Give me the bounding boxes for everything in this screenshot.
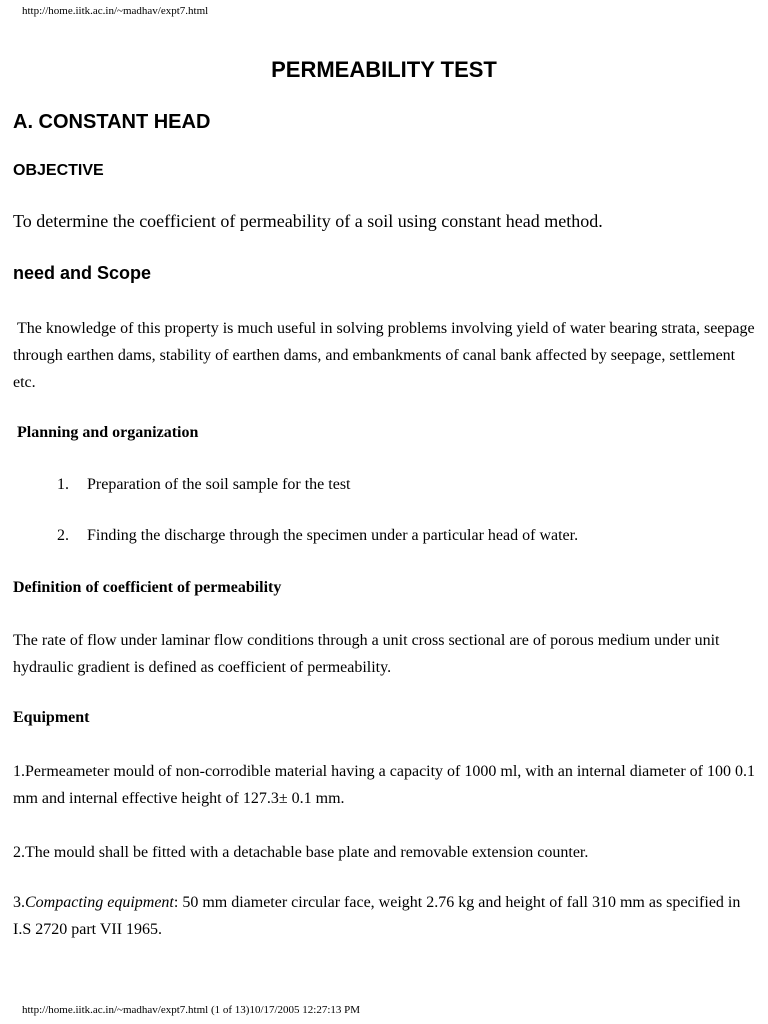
objective-heading: OBJECTIVE <box>13 162 104 179</box>
page-title: PERMEABILITY TEST <box>271 57 497 82</box>
need-scope-heading: need and Scope <box>13 263 152 283</box>
definition-text: The rate of flow under laminar flow conditions through a unit cross sectional are of porous medium under unit hydraulic gradient is defined as coefficient of permeability. <box>13 632 720 676</box>
section-heading: A. CONSTANT HEAD <box>13 111 211 133</box>
list-number: 2. <box>57 527 69 544</box>
equipment-item-1: 1.Permeameter mould of non-corrodible material having a capacity of 1000 ml, with an internal diameter of 100 0.1 mm and internal effective height of 127.3± 0.1 mm. <box>13 763 755 807</box>
equipment-item-3 <box>13 889 755 943</box>
equipment-item-3-term: Compacting equipment <box>25 894 174 911</box>
planning-list-item <box>57 527 578 545</box>
objective-text: To determine the coefficient of permeability of a soil using constant head method. <box>13 211 603 231</box>
list-text: Preparation of the soil sample for the test <box>87 476 351 493</box>
planning-list-item <box>57 476 350 494</box>
page-url-header: http://home.iitk.ac.in/~madhav/expt7.html <box>22 5 209 17</box>
definition-heading: Definition of coefficient of permeability <box>13 579 282 596</box>
equipment-item-3-prefix: 3. <box>13 894 25 911</box>
equipment-heading: Equipment <box>13 709 90 726</box>
list-text: Finding the discharge through the specimen under a particular head of water. <box>87 527 579 544</box>
need-scope-text: The knowledge of this property is much useful in solving problems involving yield of water bearing strata, seepage through earthen dams, stability of earthen dams, and embankments of canal bank affected by seepage, settlement etc. <box>13 320 755 391</box>
list-number: 1. <box>57 476 69 493</box>
planning-heading: Planning and organization <box>17 424 199 441</box>
page-footer: http://home.iitk.ac.in/~madhav/expt7.html (1 of 13)10/17/2005 12:27:13 PM <box>22 1004 361 1016</box>
equipment-item-2: 2.The mould shall be fitted with a detachable base plate and removable extension counter. <box>13 844 589 861</box>
equipment-item-3-rest: : 50 mm diameter circular face, weight 2.76 kg and height of fall 310 mm as specified in I.S 2720 part VII 1965. <box>13 894 741 938</box>
